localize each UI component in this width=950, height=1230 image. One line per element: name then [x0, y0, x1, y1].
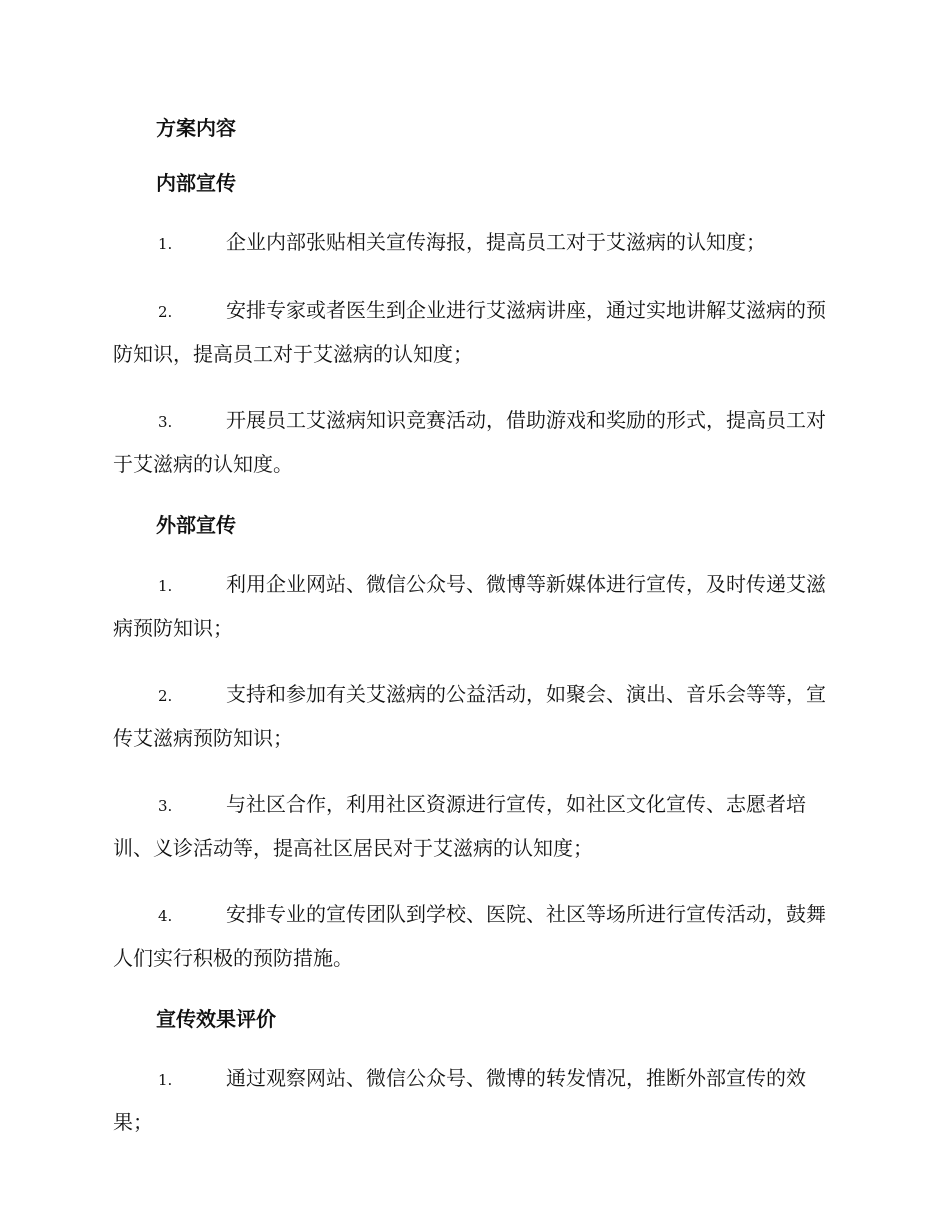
list-item [113, 289, 835, 375]
list-item [113, 673, 835, 759]
list-item-text: 通过观察网站、微信公众号、微博的转发情况，推断外部宣传的效果； [113, 1066, 806, 1134]
list-item-text: 与社区合作，利用社区资源进行宣传，如社区文化宣传、志愿者培训、义诊活动等，提高社区居民对于艾滋病的认知度； [113, 792, 806, 860]
section-heading-internal-publicity: 内部宣传 [156, 171, 236, 195]
list-item-number: 3. [158, 797, 173, 815]
list-item-number: 1. [158, 1071, 173, 1089]
list-item-number: 4. [158, 907, 173, 925]
list-item [113, 893, 835, 979]
list-item [113, 221, 835, 265]
list-item [113, 783, 835, 869]
list-item-text: 企业内部张贴相关宣传海报，提高员工对于艾滋病的认知度； [226, 230, 766, 254]
list-item-number: 2. [158, 687, 173, 705]
list-item [113, 563, 835, 649]
section-heading-publicity-evaluation: 宣传效果评价 [156, 1007, 276, 1031]
list-item [113, 1057, 835, 1143]
list-item-number: 2. [158, 303, 173, 321]
list-item-text: 安排专业的宣传团队到学校、医院、社区等场所进行宣传活动，鼓舞人们实行积极的预防措施。 [113, 902, 826, 970]
list-item [113, 399, 835, 485]
section-heading-external-publicity: 外部宣传 [156, 513, 236, 537]
list-item-text: 利用企业网站、微信公众号、微博等新媒体进行宣传，及时传递艾滋病预防知识； [113, 572, 826, 640]
list-item-number: 1. [158, 235, 173, 253]
list-item-text: 开展员工艾滋病知识竞赛活动，借助游戏和奖励的形式，提高员工对于艾滋病的认知度。 [113, 408, 826, 476]
list-item-text: 安排专家或者医生到企业进行艾滋病讲座，通过实地讲解艾滋病的预防知识，提高员工对于艾滋病的认知度； [113, 298, 826, 366]
list-item-number: 3. [158, 413, 173, 431]
section-heading-plan-content: 方案内容 [156, 116, 236, 140]
list-item-text: 支持和参加有关艾滋病的公益活动，如聚会、演出、音乐会等等，宣传艾滋病预防知识； [113, 682, 826, 750]
list-item-number: 1. [158, 577, 173, 595]
